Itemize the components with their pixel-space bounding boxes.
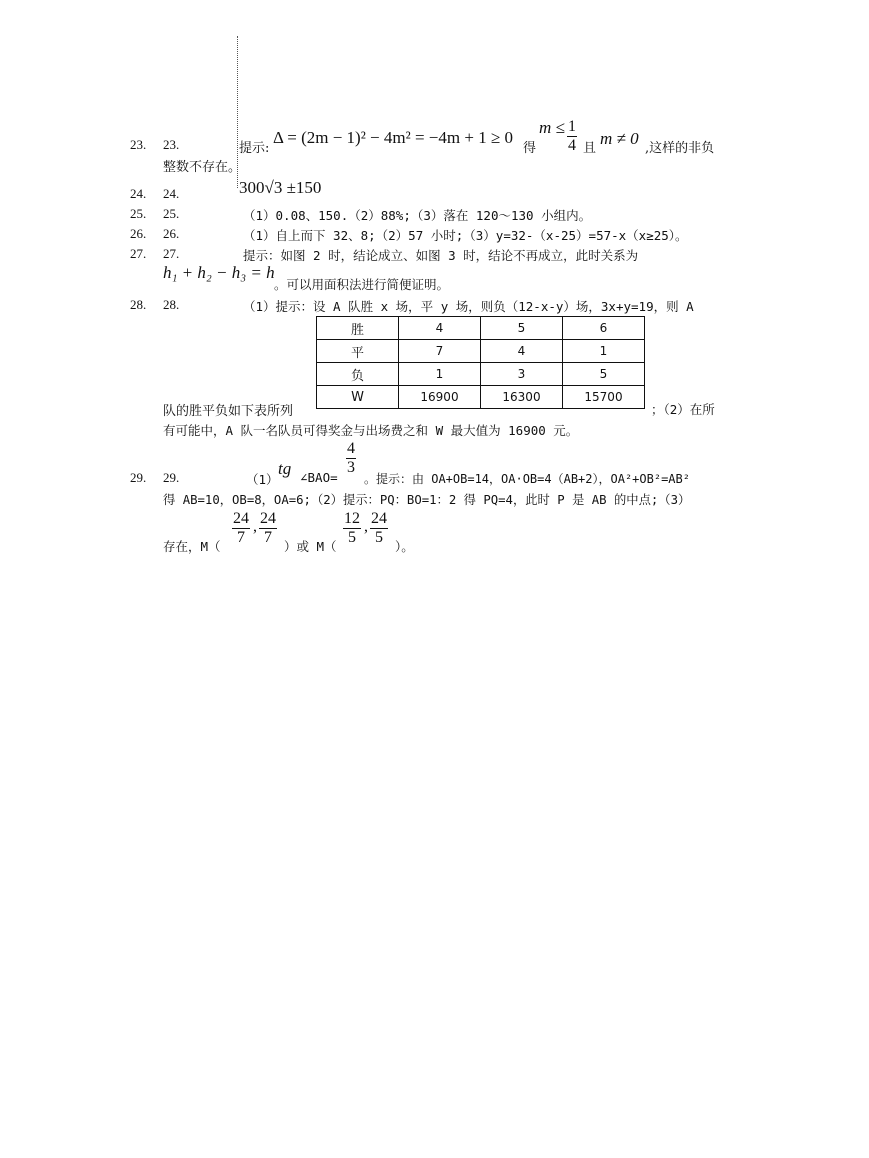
q29-tg: tg — [278, 459, 292, 478]
q24-number: 24. — [130, 186, 147, 201]
q29-tan-denominator: 3 — [347, 459, 355, 476]
q23-de: 得 — [523, 141, 537, 156]
q29-m1-y-denominator: 7 — [264, 529, 272, 546]
table-cell: 平 — [317, 340, 399, 363]
q23-fraction-denominator: 4 — [568, 137, 576, 154]
q25-number-repeat: 25. — [163, 206, 180, 221]
q29-m2-x-denominator: 5 — [348, 529, 356, 546]
q29-m1-x-numerator: 24 — [233, 510, 249, 527]
q28-after-table: ；（2）在所 — [651, 402, 715, 417]
q23-fraction — [567, 118, 577, 155]
q29-tan-fraction — [346, 440, 356, 477]
q23-line2: 整数不存在。 — [163, 160, 242, 175]
q23-discriminant-formula: Δ = (2m − 1)² − 4m² = −4m + 1 ≥ 0 — [273, 128, 514, 147]
q29-m1-x-fraction — [232, 510, 250, 547]
table-row — [317, 340, 645, 363]
table-cell: 5 — [563, 363, 645, 386]
q23-m-ne: m ≠ 0 — [600, 129, 639, 148]
q28-line3: 有可能中，A 队一名队员可得奖金与出场费之和 W 最大值为 16900 元。 — [163, 423, 579, 438]
table-cell: 4 — [481, 340, 563, 363]
q29-number: 29. — [130, 470, 147, 485]
table-cell: 16900 — [399, 386, 481, 409]
q29-m1-x-denominator: 7 — [237, 529, 245, 546]
q29-m1-y-fraction — [259, 510, 277, 547]
q29-or: ）或 M（ — [284, 539, 337, 554]
q24-answer: 300√3 ±150 — [239, 178, 322, 197]
table-row — [317, 317, 645, 340]
table-cell: 1 — [563, 340, 645, 363]
table-cell: 15700 — [563, 386, 645, 409]
table-cell: 3 — [481, 363, 563, 386]
q29-number-repeat: 29. — [163, 470, 180, 485]
table-cell: W — [317, 386, 399, 409]
q23-hint-label: 提示: — [239, 141, 270, 156]
q26-number-repeat: 26. — [163, 226, 180, 241]
q29-m2-comma: , — [364, 518, 368, 535]
q29-angle: ∠BAO= — [300, 470, 338, 485]
q29-end: ）。 — [395, 539, 414, 554]
q29-m2-y-denominator: 5 — [375, 529, 383, 546]
table-row — [317, 386, 645, 409]
table-cell: 16300 — [481, 386, 563, 409]
q29-m2-y-fraction — [370, 510, 388, 547]
table-row — [317, 363, 645, 386]
q23-tail: ,这样的非负 — [645, 141, 715, 156]
q27-number-repeat: 27. — [163, 246, 180, 261]
table-cell: 1 — [399, 363, 481, 386]
q29-line1-text: 。提示：由 OA+OB=14，OA·OB=4（AB+2），OA²+OB²=AB² — [364, 472, 690, 486]
q28-text: （1）提示：设 A 队胜 x 场，平 y 场，则负（12-x-y）场，3x+y=19，则 A — [243, 299, 694, 314]
q24-number-repeat: 24. — [163, 186, 180, 201]
table-cell: 胜 — [317, 317, 399, 340]
q29-exist: 存在，M（ — [163, 539, 221, 554]
table-cell: 6 — [563, 317, 645, 340]
q29-line2: 得 AB=10，OB=8，OA=6;（2）提示：PQ：BO=1：2 得 PQ=4，此时 P 是 AB 的中点;（3） — [163, 493, 691, 507]
q23-fraction-numerator: 1 — [568, 118, 576, 135]
q27-text: 提示：如图 2 时，结论成立、如图 3 时，结论不再成立，此时关系为 — [243, 248, 639, 263]
results-table — [316, 316, 645, 409]
q29-m2-x-fraction — [343, 510, 361, 547]
q27-number: 27. — [130, 246, 147, 261]
q29-m1-y-numerator: 24 — [260, 510, 276, 527]
q28-number-repeat: 28. — [163, 297, 180, 312]
q23-and: 且 — [583, 141, 597, 156]
q29-tan-numerator: 4 — [347, 440, 355, 457]
q29-part1: （1） — [246, 472, 279, 487]
table-cell: 负 — [317, 363, 399, 386]
q29-m2-y-numerator: 24 — [371, 510, 387, 527]
q29-m1-comma: , — [253, 518, 257, 535]
q26-text: （1）自上而下 32、8;（2）57 小时;（3）y=32-（x-25）=57-x（x≥25）。 — [243, 228, 688, 243]
q27-tail: 。可以用面积法进行简便证明。 — [274, 277, 450, 292]
q23-number-repeat: 23. — [163, 137, 180, 152]
q23-number: 23. — [130, 137, 147, 152]
table-cell: 7 — [399, 340, 481, 363]
q28-before-table: 队的胜平负如下表所列 — [163, 404, 294, 419]
q27-formula: h₁ + h₂ − h₃ = h — [163, 263, 275, 282]
q25-number: 25. — [130, 206, 147, 221]
q29-m2-x-numerator: 12 — [344, 510, 360, 527]
q26-number: 26. — [130, 226, 147, 241]
table-cell: 5 — [481, 317, 563, 340]
q23-m-le: m ≤ — [539, 118, 565, 137]
q28-number: 28. — [130, 297, 147, 312]
q25-text: （1）0.08、150.（2）88%;（3）落在 120～130 小组内。 — [243, 208, 592, 223]
table-cell: 4 — [399, 317, 481, 340]
